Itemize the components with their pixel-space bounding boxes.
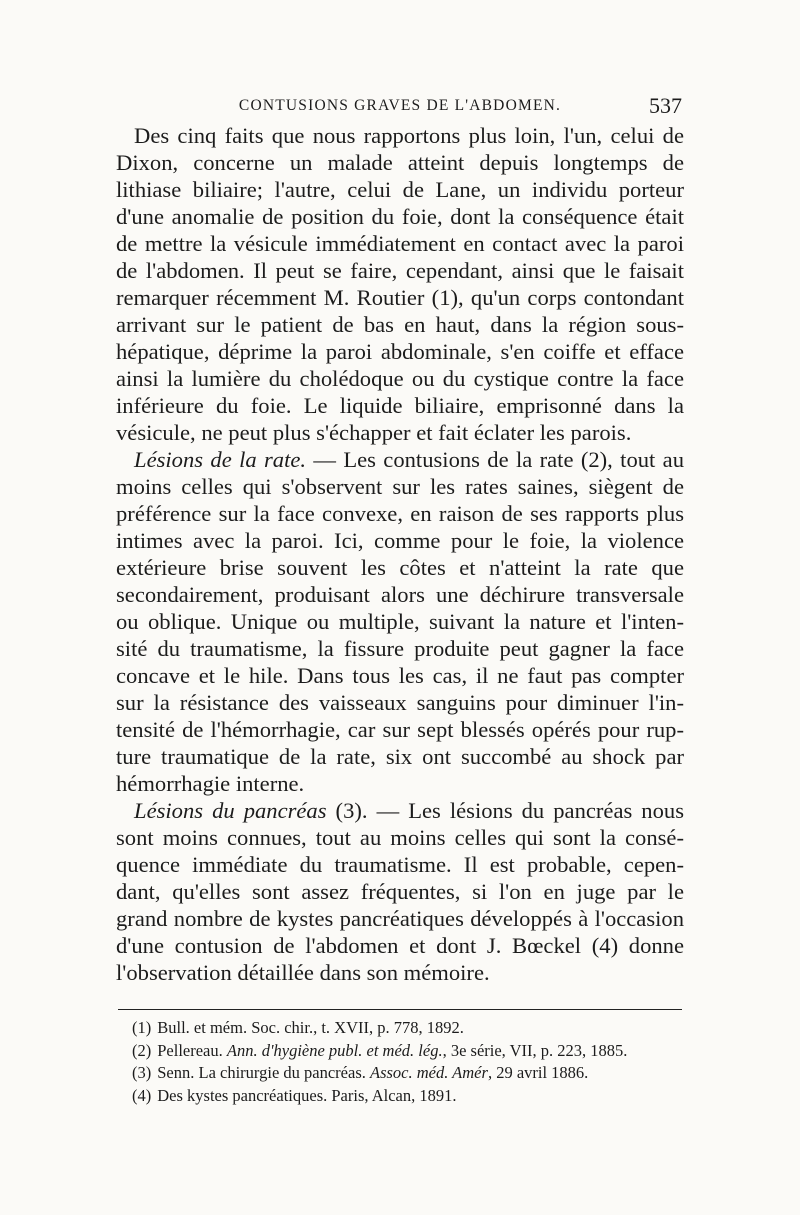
text-line: moins celles qui s'observent sur les rates saines, siègent de: [116, 474, 684, 499]
text-line: préférence sur la face convexe, en raison de ses rapports plus: [116, 501, 684, 526]
text-line: d'une anomalie de position du foie, dont la conséquence était: [116, 204, 684, 229]
text-line: sont moins connues, tout au moins celles qui sont la consé-: [116, 825, 684, 850]
text-line: dant, qu'elles sont assez fréquentes, si l'on en juge par le: [116, 879, 684, 904]
page-number: 537: [649, 93, 682, 118]
text-line: ou oblique. Unique ou multiple, suivant la nature et l'inten-: [116, 609, 684, 634]
text-line: quence immédiate du traumatisme. Il est probable, cepen-: [116, 852, 684, 877]
text-line: de l'abdomen. Il peut se faire, cependant, ainsi que le faisait: [116, 258, 684, 283]
footnote-journal: Assoc. méd. Amér: [370, 1063, 488, 1082]
text-line: ainsi la lumière du cholédoque ou du cystique contre la face: [116, 366, 684, 391]
footnote-3: [132, 1062, 692, 1085]
footnote-text: , 29 avril 1886.: [487, 1063, 589, 1082]
text-line: sur la résistance des vaisseaux sanguins pour diminuer l'in-: [116, 690, 684, 715]
footnote-text: , 3e série, VII, p. 223, 1885.: [442, 1040, 628, 1060]
text-line: [116, 797, 684, 824]
text-line: Dixon, concerne un malade atteint depuis longtemps de: [116, 150, 684, 175]
footnotes: [132, 1017, 692, 1107]
text-line: concave et le hile. Dans tous les cas, il ne faut pas compter: [116, 663, 684, 688]
text-line: de mettre la vésicule immédiatement en contact avec la paroi: [116, 231, 684, 256]
text-line: lithiase biliaire; l'autre, celui de Lane, un individu porteur: [116, 177, 684, 202]
text-line: vésicule, ne peut plus s'échapper et fait éclater les parois.: [116, 420, 632, 445]
footnote-2: [132, 1040, 692, 1063]
text-line: d'une contusion de l'abdomen et dont J. Bœckel (4) donne: [116, 933, 684, 958]
text-line: hépatique, déprime la paroi abdominale, s'en coiffe et efface: [116, 339, 684, 364]
text-line: [116, 446, 684, 473]
footnote-text: Senn. La chirurgie du pancréas.: [157, 1063, 370, 1082]
text-line: extérieure brise souvent les côtes et n'atteint la rate que: [116, 555, 684, 580]
text-line: l'observation détaillée dans son mémoire.: [116, 960, 490, 985]
paragraph-spleen: [116, 446, 684, 797]
footnote-1: [132, 1017, 692, 1040]
body-text: [116, 122, 684, 986]
text-line: arrivant sur le patient de bas en haut, dans la région sous-: [116, 312, 684, 337]
footnote-text: Bull. et mém. Soc. chir., t. XVII, p. 778, 1892.: [157, 1018, 464, 1037]
footnote-marker: (1): [132, 1018, 152, 1037]
footnote-4: [132, 1085, 692, 1108]
text-line: inférieure du foie. Le liquide biliaire, emprisonné dans la: [116, 393, 684, 418]
page-header: [116, 93, 684, 121]
text-line: tensité de l'hémorrhagie, car sur sept blessés opérés pour rup-: [116, 717, 684, 742]
footnote-journal: Ann. d'hygiène publ. et méd. lég.: [226, 1040, 443, 1060]
footnote-text: Des kystes pancréatiques. Paris, Alcan, 1891.: [157, 1085, 457, 1105]
footnote-marker: (3): [132, 1063, 152, 1082]
text-line: intimes avec la paroi. Ici, comme pour le foie, la violence: [116, 528, 684, 553]
text-line: ture traumatique de la rate, six ont succombé au shock par: [116, 744, 684, 769]
text-line: hémorrhagie interne.: [116, 771, 305, 796]
text-run: — Les contusions de la rate (2), tout au: [306, 447, 684, 472]
text-line: Des cinq faits que nous rapportons plus loin, l'un, celui de: [134, 123, 684, 148]
footnote-text: Pellereau.: [157, 1040, 227, 1060]
paragraph-gallbladder: [116, 122, 684, 446]
footnote-divider: [118, 1009, 682, 1010]
text-line: sité du traumatisme, la fissure produite peut gagner la face: [116, 636, 684, 661]
footnote-marker: (4): [132, 1085, 152, 1105]
text-line: remarquer récemment M. Routier (1), qu'un corps contondant: [116, 285, 684, 310]
running-title: CONTUSIONS GRAVES DE L'ABDOMEN.: [238, 97, 562, 114]
text-line: secondairement, produisant alors une déchirure transversale: [116, 582, 684, 607]
section-heading-pancreas: Lésions du pancréas: [134, 798, 327, 823]
section-heading-spleen: Lésions de la rate.: [134, 447, 307, 472]
text-run: (3). — Les lésions du pancréas nous: [326, 798, 684, 823]
footnote-marker: (2): [132, 1040, 152, 1060]
text-line: grand nombre de kystes pancréatiques développés à l'occasion: [116, 906, 684, 931]
paragraph-pancreas: [116, 797, 684, 986]
